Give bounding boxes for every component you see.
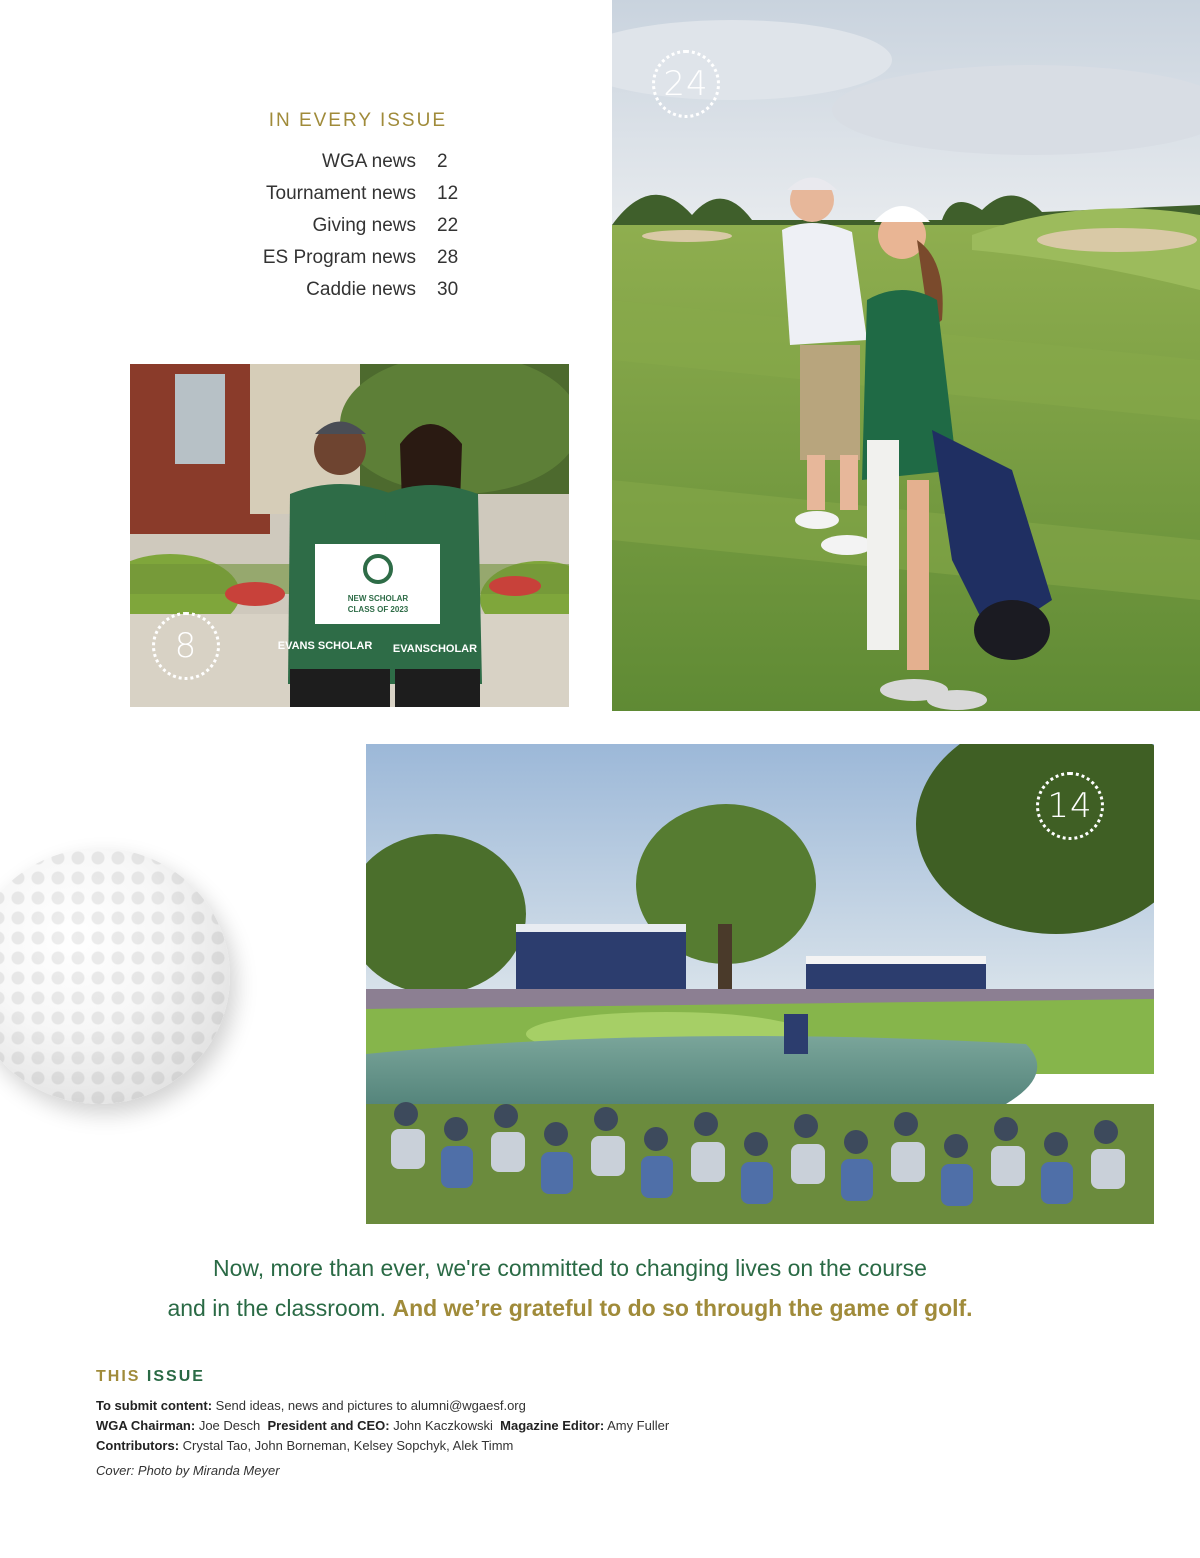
toc-item-page: 22 xyxy=(437,215,459,236)
this-issue-title-part1: THIS xyxy=(96,1368,141,1385)
contributors-names: Crystal Tao, John Borneman, Kelsey Sopchyk, Alek Timm xyxy=(182,1438,514,1453)
toc-item-label: Caddie news xyxy=(306,279,416,300)
cover-credit: Cover: Photo by Miranda Meyer xyxy=(96,1463,280,1478)
staff-line xyxy=(96,1416,796,1436)
contributors-line xyxy=(96,1436,796,1456)
photo-tournament-crowd-image xyxy=(366,744,1154,1224)
toc-item[interactable] xyxy=(200,242,470,274)
submit-label: To submit content: xyxy=(96,1398,213,1413)
quote-line2-highlight: And we’re grateful to do so through the game of golf. xyxy=(392,1295,973,1321)
masthead-credits xyxy=(96,1396,796,1481)
photo-caddie-fairway[interactable] xyxy=(612,0,1200,711)
toc-item[interactable] xyxy=(200,274,470,306)
submit-text[interactable]: Send ideas, news and pictures to alumni@wgaesf.org xyxy=(215,1398,526,1413)
chairman-name: Joe Desch xyxy=(198,1418,261,1433)
toc-item-label: ES Program news xyxy=(262,247,416,268)
quote-line2 xyxy=(120,1288,1020,1328)
flag-text-line2: CLASS OF 2023 xyxy=(347,605,409,614)
vest-text-left: EVANS SCHOLAR xyxy=(277,640,373,652)
president-name: John Kaczkowski xyxy=(393,1418,493,1433)
editor-name: Amy Fuller xyxy=(607,1418,670,1433)
golf-ball-graphic xyxy=(0,848,230,1104)
chairman-label: WGA Chairman: xyxy=(96,1418,196,1433)
in-every-issue-heading: IN EVERY ISSUE xyxy=(268,110,447,131)
in-every-issue-list xyxy=(200,146,470,306)
this-issue-title-part2: ISSUE xyxy=(146,1368,205,1385)
toc-item-page: 30 xyxy=(437,279,459,300)
submit-content-line xyxy=(96,1396,796,1416)
quote-line2-plain: and in the classroom. xyxy=(167,1295,387,1321)
editor-label: Magazine Editor: xyxy=(500,1418,605,1433)
toc-item[interactable] xyxy=(200,178,470,210)
toc-item-label: Giving news xyxy=(312,215,416,236)
mission-quote xyxy=(120,1248,1020,1328)
toc-item[interactable] xyxy=(200,210,470,242)
president-label: President and CEO: xyxy=(267,1418,390,1433)
page-badge-8[interactable]: 8 xyxy=(152,612,220,680)
page-badge-24[interactable]: 24 xyxy=(652,50,720,118)
contributors-label: Contributors: xyxy=(96,1438,180,1453)
toc-item-label: Tournament news xyxy=(266,183,416,204)
toc-item[interactable] xyxy=(200,146,470,178)
vest-text-right: EVANSCHOLAR xyxy=(392,643,478,655)
flag-text-line1: NEW SCHOLAR xyxy=(347,594,409,603)
photo-tournament-crowd[interactable] xyxy=(366,744,1154,1224)
toc-item-page: 12 xyxy=(437,183,459,204)
photo-evans-scholars[interactable] xyxy=(130,364,569,707)
toc-item-page: 28 xyxy=(437,247,459,268)
this-issue-title xyxy=(96,1368,205,1386)
toc-item-label: WGA news xyxy=(322,151,416,172)
toc-item-page: 2 xyxy=(437,151,448,172)
page-badge-14[interactable]: 14 xyxy=(1036,772,1104,840)
quote-line1: Now, more than ever, we're committed to changing lives on the course xyxy=(213,1255,927,1281)
